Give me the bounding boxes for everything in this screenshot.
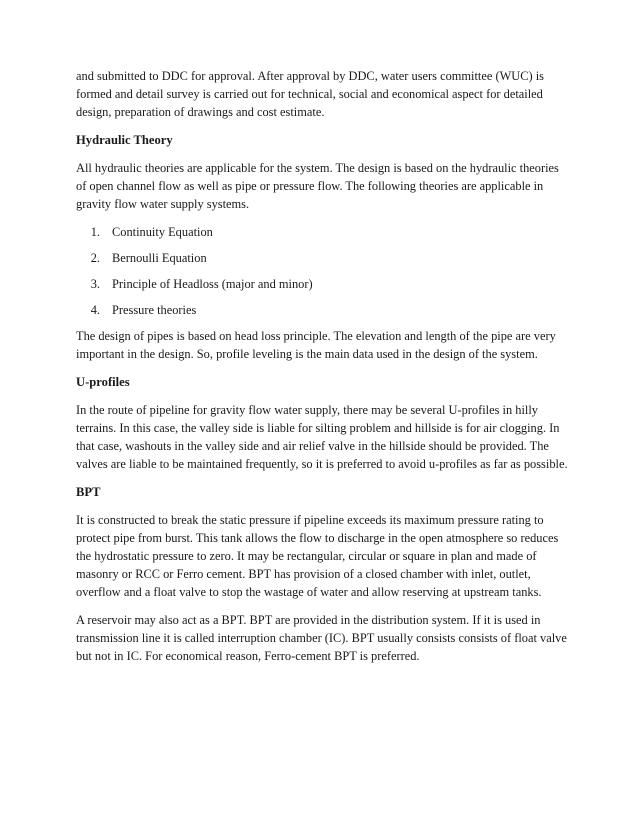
hydraulic-theory-heading: Hydraulic Theory [76,133,173,147]
intro-paragraph: and submitted to DDC for approval. After approval by DDC, water users committee (WUC) is formed and detail survey is carried out for technical, social and economical aspect for detailed design, preparation of drawings and cost estimate. [76,69,544,119]
list-item-number: 1. [90,225,100,239]
list-item-number: 2. [90,251,100,265]
bpt-paragraph-1: It is constructed to break the static pressure if pipeline exceeds its maximum pressure rating to protect pipe from burst. This tank allows the flow to discharge in the open atmosphere so reduces the hydrostatic pressure to zero. It may be rectangular, circular or square in plan and made of masonry or RCC or Ferro cement. BPT has provision of a closed chamber with inlet, outlet, overflow and a float valve to stop the wastage of water and allow reserving at upstream tanks. [76,513,559,599]
list-item [76,301,568,319]
uprofiles-heading: U-profiles [76,375,130,389]
list-item [76,275,568,293]
list-item-text: Continuity Equation [112,225,213,239]
list-item-text: Bernoulli Equation [112,251,207,265]
bpt-heading: BPT [76,485,101,499]
uprofiles-paragraph: In the route of pipeline for gravity flow water supply, there may be several U-profiles in hilly terrains. In this case, the valley side is liable for silting problem and hillside is for air clogging. In that case, washouts in the valley side and air relief valve in the hillside should be provided. The valves are liable to be maintained frequently, so it is preferred to avoid u-profiles as far as possible. [76,403,568,471]
list-item [76,223,568,241]
list-item-number: 4. [90,303,100,317]
hydraulic-theory-paragraph: All hydraulic theories are applicable for the system. The design is based on the hydraulic theories of open channel flow as well as pipe or pressure flow. The following theories are applicable in gravity flow water supply systems. [76,161,559,211]
list-item-text: Pressure theories [112,303,197,317]
theories-list [76,223,568,319]
list-item-text: Principle of Headloss (major and minor) [112,277,313,291]
list-item-number: 3. [90,277,100,291]
list-item [76,249,568,267]
hydraulic-closing-paragraph: The design of pipes is based on head loss principle. The elevation and length of the pipe are very important in the design. So, profile leveling is the main data used in the design of the system. [76,329,556,361]
bpt-paragraph-2: A reservoir may also act as a BPT. BPT are provided in the distribution system. If it is used in transmission line it is called interruption chamber (IC). BPT usually consists consists of float valve but not in IC. For economical reason, Ferro-cement BPT is preferred. [76,613,567,663]
